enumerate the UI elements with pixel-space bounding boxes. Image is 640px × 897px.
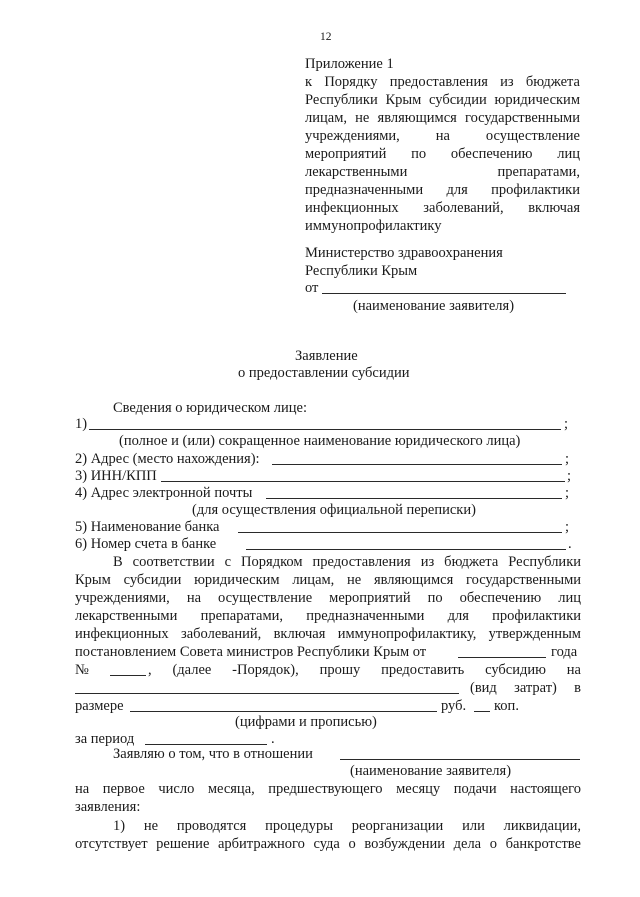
condition-line: отсутствует решение арбитражного суда о возбуждении дела о банкротстве xyxy=(75,836,581,852)
document-title: Заявление xyxy=(295,348,358,364)
semicolon: ; xyxy=(565,519,570,535)
addressee-region: Республики Крым xyxy=(305,263,418,279)
period-mark: . xyxy=(568,536,572,552)
semicolon: ; xyxy=(567,468,572,484)
kop-field[interactable] xyxy=(474,711,490,712)
expense-type-field[interactable] xyxy=(75,693,459,694)
body-line: на первое число месяца, предшествующего месяцу подачи настоящего xyxy=(75,781,581,797)
rub-label: руб. xyxy=(441,698,467,714)
appendix-line: мероприятий по обеспечению лиц xyxy=(305,146,580,162)
declare-caption: (наименование заявителя) xyxy=(350,763,512,779)
semicolon: ; xyxy=(565,485,570,501)
kop-label: коп. xyxy=(494,698,519,714)
appendix-line: учреждениями, на осуществление xyxy=(305,128,580,144)
page-number: 12 xyxy=(320,31,332,43)
body-line: заявления: xyxy=(75,799,141,815)
appendix-line: иммунопрофилактику xyxy=(305,218,442,234)
amount-caption: (цифрами и прописью) xyxy=(235,714,377,730)
bank-name-field[interactable] xyxy=(238,532,562,533)
account-number-label: 6) Номер счета в банке xyxy=(75,536,217,552)
email-field[interactable] xyxy=(266,498,562,499)
addressee-ministry: Министерство здравоохранения xyxy=(305,245,503,261)
from-label: от xyxy=(305,280,319,296)
semicolon: ; xyxy=(564,416,569,432)
legal-entity-heading: Сведения о юридическом лице: xyxy=(113,400,307,416)
item1-number: 1) xyxy=(75,416,88,432)
period-dot: . xyxy=(271,731,275,747)
applicant-name-field[interactable] xyxy=(322,293,566,294)
appendix-title: Приложение 1 xyxy=(305,56,394,72)
declare-label: Заявляю о том, что в отношении xyxy=(113,746,313,762)
amount-label: размере xyxy=(75,698,124,714)
decree-year-label: года xyxy=(551,644,578,660)
body-line: В соответствии с Порядком предоставления из бюджета Республики xyxy=(113,554,581,570)
body-line: учреждениями, на осуществление мероприятий по обеспечению лиц xyxy=(75,590,581,606)
inn-kpp-label: 3) ИНН/КПП xyxy=(75,468,157,484)
amount-field[interactable] xyxy=(130,711,437,712)
decree-number-suffix: , (далее -Порядок), прошу предоставить субсидию на xyxy=(148,662,581,678)
bank-name-label: 5) Наименование банка xyxy=(75,519,220,535)
email-label: 4) Адрес электронной почты xyxy=(75,485,253,501)
inn-kpp-field[interactable] xyxy=(161,481,565,482)
body-line: Крым субсидии юридическим лицам, не являющимся государственными xyxy=(75,572,581,588)
document-subtitle: о предоставлении субсидии xyxy=(238,365,410,381)
appendix-line: лицам, не являющимся государственными xyxy=(305,110,580,126)
declare-applicant-field[interactable] xyxy=(340,759,580,760)
condition-line: 1) не проводятся процедуры реорганизации или ликвидации, xyxy=(113,818,581,834)
applicant-name-caption: (наименование заявителя) xyxy=(353,298,515,314)
appendix-line: лекарственными препаратами, xyxy=(305,164,580,180)
appendix-line: Республики Крым субсидии юридическим xyxy=(305,92,580,108)
account-number-field[interactable] xyxy=(246,549,566,550)
email-caption: (для осуществления официальной переписки) xyxy=(192,502,476,518)
body-line: лекарственными препаратами, предназначенными для профилактики xyxy=(75,608,581,624)
appendix-line: предназначенными для профилактики xyxy=(305,182,580,198)
period-label: за период xyxy=(75,731,135,747)
appendix-line: инфекционных заболеваний, включая xyxy=(305,200,580,216)
expense-type-caption: (вид затрат) в xyxy=(470,680,581,696)
number-sign: № xyxy=(75,662,89,678)
decree-date-field[interactable] xyxy=(458,657,546,658)
body-line: инфекционных заболеваний, включая иммунопрофилактику, утвержденным xyxy=(75,626,581,642)
decree-number-field[interactable] xyxy=(110,675,146,676)
address-label: 2) Адрес (место нахождения): xyxy=(75,451,260,467)
entity-name-field[interactable] xyxy=(89,429,561,430)
semicolon: ; xyxy=(565,451,570,467)
decree-label: постановлением Совета министров Республики Крым от xyxy=(75,644,427,660)
entity-name-caption: (полное и (или) сокращенное наименование юридического лица) xyxy=(119,433,521,449)
address-field[interactable] xyxy=(272,464,562,465)
appendix-line: к Порядку предоставления из бюджета xyxy=(305,74,580,90)
